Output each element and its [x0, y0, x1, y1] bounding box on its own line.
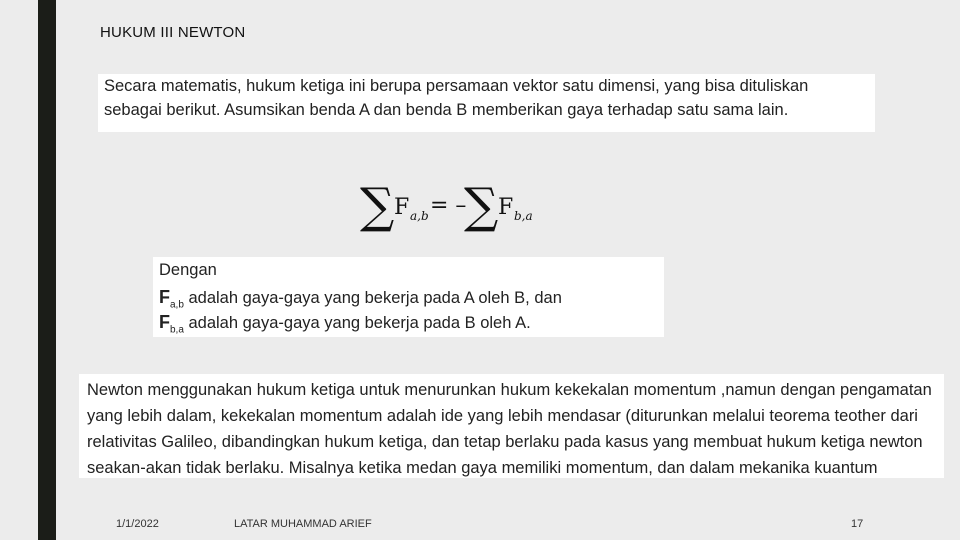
definition-item-fab: [159, 287, 562, 310]
formula-sub-right: b,a: [514, 209, 533, 223]
force-symbol: F: [159, 312, 170, 332]
definition-item-fba: [159, 312, 531, 335]
footer-page-number: 17: [851, 518, 864, 530]
slide-title: HUKUM III NEWTON: [100, 24, 246, 41]
formula-sum-right: ∑: [464, 178, 499, 234]
footer-author: LATAR MUHAMMAD ARIEF: [234, 518, 372, 530]
formula-equals: = –: [430, 193, 467, 218]
definition-heading: Dengan: [159, 261, 217, 279]
formula-sum-left: ∑: [360, 178, 395, 234]
newton-third-law-formula: [358, 172, 538, 236]
definition-text: adalah gaya-gaya yang bekerja pada A oleh B, dan: [183, 289, 562, 307]
intro-box: [98, 74, 875, 132]
intro-text: Secara matematis, hukum ketiga ini berupa persamaan vektor satu dimensi, yang bisa dituliskan sebagai berikut. Asumsikan benda A dan benda B memberikan gaya terhadap satu sama lain.: [104, 77, 809, 119]
definition-text: adalah gaya-gaya yang bekerja pada B oleh A.: [183, 314, 531, 332]
paragraph-text: Newton menggunakan hukum ketiga untuk menurunkan hukum kekekalan momentum ,namun dengan pengamatan yang lebih dalam, kekekalan momentum adalah ide yang lebih mendasar (diturunkan melalui teorema teother dari relativitas Galileo, dibandingkan hukum ketiga, dan tetap berlaku pada kasus yang membuat hukum ketiga newton seakan-akan tidak berlaku. Misalnya ketika medan gaya memiliki momentum, dan dalam mekanika kuantum: [87, 381, 932, 477]
formula-sub-left: a,b: [410, 209, 429, 223]
left-accent-bar: [38, 0, 56, 540]
force-symbol: F: [159, 287, 170, 307]
formula-force-right: F: [498, 195, 514, 220]
force-subscript: b,a: [170, 324, 184, 336]
force-subscript: a,b: [170, 299, 184, 311]
formula-force-left: F: [394, 195, 410, 220]
definition-box: [153, 257, 664, 337]
footer-date: 1/1/2022: [116, 518, 159, 530]
